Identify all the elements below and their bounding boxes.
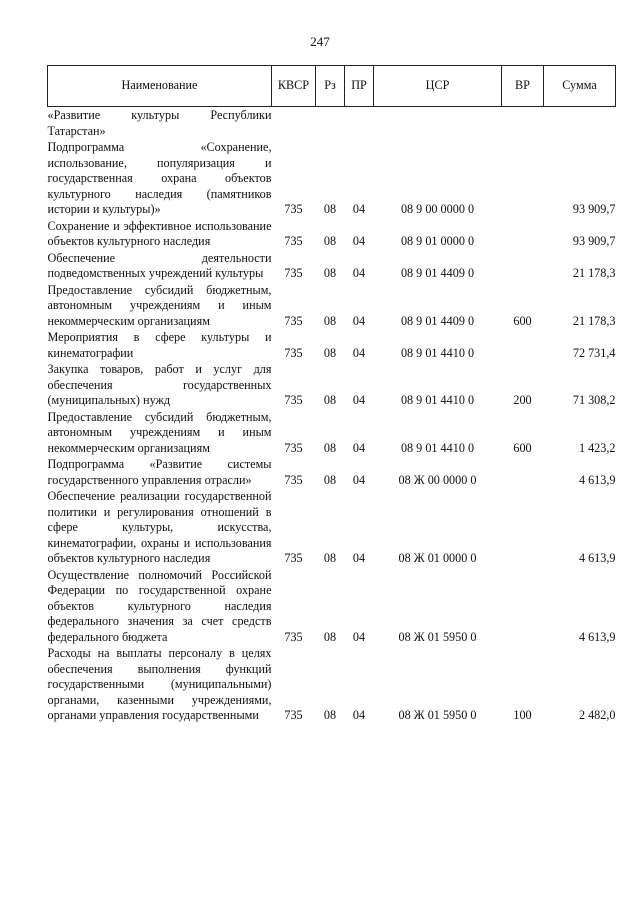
table-row [48,456,616,488]
row-sum: 4 613,9 [578,629,616,644]
header-sum: Сумма [544,66,616,107]
row-name: «Развитие культуры Республики Татарстан» [47,108,272,138]
row-name: Подпрограмма «Сохранение, использование, популяризация и государственная охрана объектов культурного наследия (памятников истории и культуры)» [47,140,272,216]
row-csr [374,107,502,140]
row-vr: 100 [513,708,532,722]
row-kvsr: 735 [284,313,303,328]
row-rz: 08 [323,708,337,722]
row-vr [502,329,544,361]
header-rz: Рз [316,66,345,107]
row-vr [502,107,544,140]
row-name: Обеспечение деятельности подведомственных учреждений культуры [47,250,272,280]
row-name: Сохранение и эффективное использование объектов культурного наследия [47,218,272,248]
header-vr: ВР [502,66,544,107]
table-row [48,107,616,140]
row-kvsr: 735 [284,345,303,360]
row-pr [345,107,374,140]
row-sum [544,107,616,140]
row-sum: 21 178,3 [572,266,616,280]
row-vr [502,567,544,646]
row-csr: 08 9 01 4410 0 [400,345,475,360]
table-row [48,361,616,409]
row-kvsr: 735 [284,472,303,487]
row-csr: 08 9 00 0000 0 [400,202,475,216]
row-kvsr: 735 [284,629,303,644]
row-csr: 08 Ж 01 5950 0 [398,708,477,722]
row-kvsr: 735 [284,393,303,407]
row-pr: 04 [352,266,366,280]
row-vr [502,456,544,488]
row-pr: 04 [352,234,366,248]
row-sum: 4 613,9 [578,551,616,565]
row-kvsr: 735 [284,266,303,280]
row-pr: 04 [352,393,366,407]
table-row [48,282,616,330]
row-vr [502,488,544,567]
row-rz: 08 [323,266,337,280]
page-number: 247 [310,34,330,49]
row-rz: 08 [323,472,337,487]
row-rz: 08 [323,551,337,565]
row-sum: 1 423,2 [578,440,616,455]
header-name: Наименование [48,66,272,107]
row-sum: 71 308,2 [572,393,616,407]
row-sum: 4 613,9 [578,472,616,487]
table-row [48,488,616,567]
table-row [48,218,616,250]
row-vr [502,250,544,282]
row-rz: 08 [323,629,337,644]
table-header-row [48,66,616,107]
row-sum: 93 909,7 [572,202,616,216]
row-name: Расходы на выплаты персоналу в целях обеспечения выполнения функций государственными (муниципальными) органами, казенными учреждениями, органами управления государственными [47,646,272,722]
row-vr [502,218,544,250]
row-rz: 08 [323,234,337,248]
row-kvsr [272,107,316,140]
header-kvsr: КВСР [272,66,316,107]
row-pr: 04 [352,440,366,455]
row-pr: 04 [352,708,366,722]
row-name: Подпрограмма «Развитие системы государственного управления отрасли» [47,457,272,487]
row-csr: 08 9 01 4410 0 [400,440,475,455]
row-vr: 600 [513,440,532,455]
budget-table [47,65,616,724]
row-rz [316,107,345,140]
row-csr: 08 9 01 0000 0 [400,234,475,248]
row-pr: 04 [352,313,366,328]
header-pr: ПР [345,66,374,107]
row-csr: 08 Ж 01 5950 0 [398,629,477,644]
row-rz: 08 [323,393,337,407]
row-csr: 08 Ж 00 0000 0 [398,472,477,487]
table-row [48,329,616,361]
table-row [48,409,616,457]
row-csr: 08 Ж 01 0000 0 [398,551,477,565]
row-vr: 200 [513,393,532,407]
row-kvsr: 735 [284,440,303,455]
table-row [48,250,616,282]
row-name: Обеспечение реализации государственной политики и регулирования отношений в сфере культуры, искусства, кинематографии, охраны и использования объектов культурного наследия [47,489,272,565]
row-kvsr: 735 [284,234,303,248]
row-csr: 08 9 01 4409 0 [400,313,475,328]
row-rz: 08 [323,345,337,360]
row-sum: 72 731,4 [572,345,616,360]
row-sum: 21 178,3 [572,313,616,328]
row-name: Осуществление полномочий Российской Федерации по государственной охране объектов культурного наследия федерального значения за счет средств федерального бюджета [47,567,272,644]
table-row [48,139,616,218]
row-pr: 04 [352,629,366,644]
table-row [48,645,616,724]
row-name: Предоставление субсидий бюджетным, автономным учреждениям и иным некоммерческим организациям [47,282,272,328]
row-kvsr: 735 [284,708,303,722]
row-kvsr: 735 [284,551,303,565]
row-vr [502,139,544,218]
row-rz: 08 [323,202,337,216]
row-sum: 2 482,0 [578,708,616,722]
row-pr: 04 [352,551,366,565]
row-vr: 600 [513,313,532,328]
row-csr: 08 9 01 4409 0 [400,266,475,280]
header-csr: ЦСР [374,66,502,107]
row-name: Закупка товаров, работ и услуг для обеспечения государственных (муниципальных) нужд [47,362,272,407]
row-sum: 93 909,7 [572,234,616,248]
row-kvsr: 735 [284,202,303,216]
row-pr: 04 [352,202,366,216]
row-rz: 08 [323,440,337,455]
row-pr: 04 [352,345,366,360]
row-name: Предоставление субсидий бюджетным, автономным учреждениям и иным некоммерческим организациям [47,409,272,455]
row-csr: 08 9 01 4410 0 [400,393,475,407]
row-name: Мероприятия в сфере культуры и кинематографии [47,330,272,360]
row-rz: 08 [323,313,337,328]
row-pr: 04 [352,472,366,487]
table-row [48,567,616,646]
